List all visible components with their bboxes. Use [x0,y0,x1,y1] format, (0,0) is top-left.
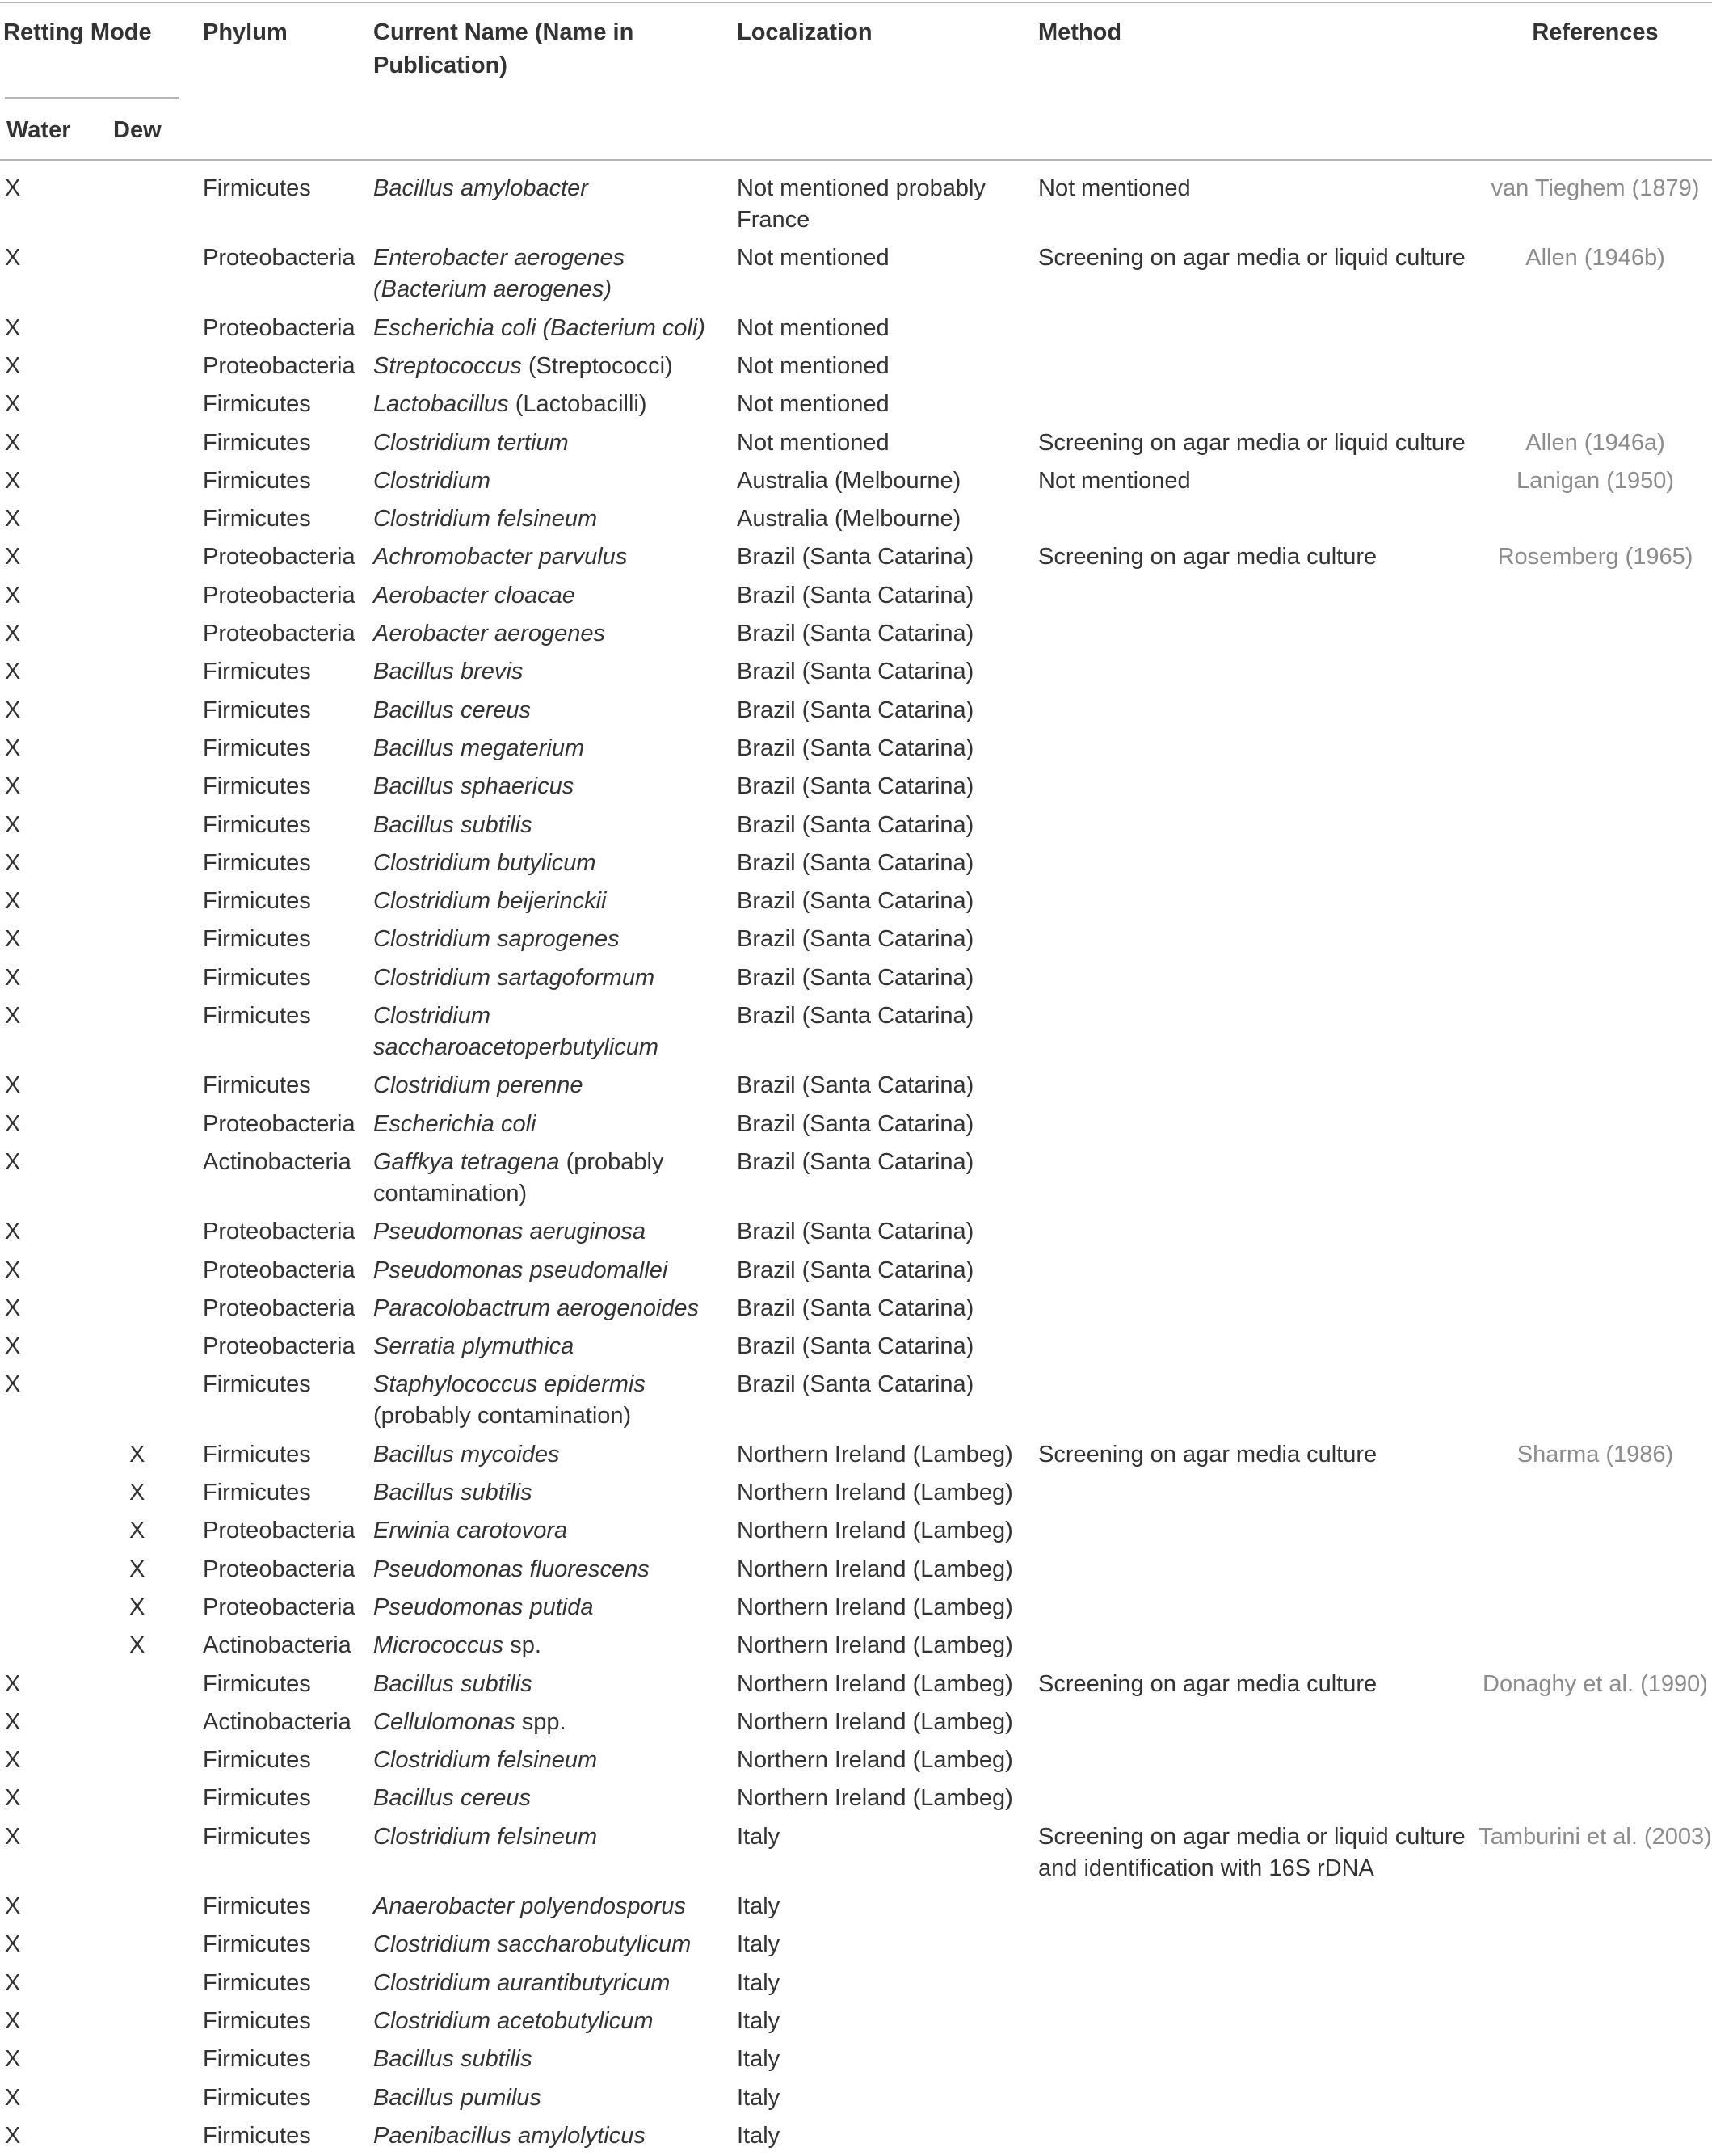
phylum-cell: Actinobacteria [203,1632,351,1659]
species-name-cell [373,242,721,305]
dew-cell: X [129,1556,145,1582]
reference-cell: Rosemberg (1965) [1497,544,1693,571]
dew-cell: X [129,1594,145,1620]
species-name-italic: Erwinia carotovora [373,1518,568,1544]
phylum-cell: Firmicutes [203,2007,311,2034]
species-name-italic: Paracolobactrum aerogenoides [373,1295,700,1321]
localization-cell: Italy [737,2046,780,2073]
water-cell: X [5,1148,21,1175]
species-name-cell [373,1554,721,1585]
phylum-cell: Firmicutes [203,391,311,418]
water-cell: X [5,1110,21,1137]
phylum-cell: Proteobacteria [203,1219,355,1245]
water-cell: X [5,1823,21,1850]
phylum-cell: Firmicutes [203,773,311,800]
phylum-cell: Firmicutes [203,888,311,915]
top-rule [0,2,1712,3]
header-references: References [1532,19,1659,45]
species-name-cell [373,173,721,204]
species-name-cell [373,810,721,841]
water-cell: X [5,1371,21,1398]
localization-cell: Brazil (Santa Catarina) [737,926,974,953]
phylum-cell: Firmicutes [203,1931,311,1958]
reference-cell: Donaghy et al. (1990) [1483,1670,1708,1697]
species-name-italic: Bacillus cereus [373,697,532,723]
phylum-cell: Proteobacteria [203,352,355,379]
localization-cell: Brazil (Santa Catarina) [737,1003,974,1029]
phylum-cell: Proteobacteria [203,1556,355,1582]
water-cell: X [5,1670,21,1697]
localization-cell: Brazil (Santa Catarina) [737,1110,974,1137]
reference-cell: Lanigan (1950) [1516,467,1675,494]
species-name-italic: Staphylococcus epidermis [373,1371,646,1398]
species-name-cell [373,2044,721,2075]
localization-cell: Not mentioned [737,429,890,456]
water-cell: X [5,659,21,685]
water-cell: X [5,506,21,533]
retting-mode-rule [5,97,179,99]
species-name-italic: Clostridium sartagoformum [373,964,655,991]
species-name-italic: Achromobacter parvulus [373,544,628,571]
species-name-cell [373,1369,721,1432]
water-cell: X [5,1708,21,1735]
phylum-cell: Firmicutes [203,467,311,494]
water-cell: X [5,1333,21,1360]
species-name-cell [373,1929,721,1960]
species-name-italic: Cellulomonas [373,1708,515,1735]
phylum-cell: Firmicutes [203,1747,311,1774]
localization-cell: Not mentioned [737,352,890,379]
species-name-cell [373,848,721,879]
species-name-cell [373,541,721,573]
method-cell: Screening on agar media or liquid culture and identification with 16S rDNA [1038,1823,1466,1881]
dew-cell: X [129,1441,145,1468]
dew-cell: X [129,1480,145,1505]
phylum-cell: Firmicutes [203,1893,311,1919]
species-name-cell [373,1745,721,1776]
phylum-cell: Firmicutes [203,429,311,456]
species-name-note: (Streptococci) [521,352,673,379]
localization-cell: Northern Ireland (Lambeg) [737,1594,1013,1620]
localization-cell: Not mentioned [737,245,890,272]
species-name-cell [373,2006,721,2037]
reference-cell: van Tieghem (1879) [1491,175,1700,201]
species-name-italic: Anaerobacter polyendosporus [373,1893,686,1919]
header-water: Water [6,117,71,143]
species-name-italic: Aerobacter aerogenes [373,621,605,646]
species-name-italic: Enterobacter aerogenes (Bacterium aerogenes) [373,245,625,303]
phylum-cell: Proteobacteria [203,1333,355,1360]
species-name-cell [373,1439,721,1471]
water-cell: X [5,2046,21,2073]
species-name-italic: Paenibacillus amylolyticus [373,2122,646,2149]
localization-cell: Italy [737,2122,780,2149]
water-cell: X [5,773,21,800]
species-name-cell [373,1515,721,1547]
localization-cell: Northern Ireland (Lambeg) [737,1785,1013,1812]
species-name-cell [373,962,721,994]
localization-cell: Brazil (Santa Catarina) [737,811,974,838]
method-cell: Screening on agar media culture [1038,1670,1378,1697]
localization-cell: Italy [737,2007,780,2034]
water-cell: X [5,811,21,838]
species-name-italic: Clostridium butylicum [373,849,596,876]
localization-cell: Northern Ireland (Lambeg) [737,1556,1013,1582]
localization-cell: Italy [737,1823,780,1850]
species-name-cell [373,1331,721,1362]
localization-cell: Not mentioned [737,391,890,418]
localization-cell: Italy [737,1931,780,1958]
species-name-italic: Bacillus amylobacter [373,175,588,201]
species-name-cell [373,771,721,802]
species-name-italic: Pseudomonas pseudomallei [373,1257,668,1283]
water-cell: X [5,1969,21,1996]
water-cell: X [5,1747,21,1774]
species-name-cell [373,1783,721,1814]
localization-cell: Brazil (Santa Catarina) [737,849,974,876]
water-cell: X [5,1257,21,1283]
phylum-cell: Firmicutes [203,964,311,991]
method-cell: Screening on agar media culture [1038,544,1378,571]
species-name-italic: Serratia plymuthica [373,1333,574,1360]
localization-cell: Brazil (Santa Catarina) [737,544,974,571]
water-cell: X [5,352,21,379]
phylum-cell: Proteobacteria [203,314,355,341]
species-name-italic: Clostridium acetobutylicum [373,2007,654,2034]
localization-cell: Brazil (Santa Catarina) [737,1295,974,1321]
localization-cell: Brazil (Santa Catarina) [737,1257,974,1283]
species-name-italic: Lactobacillus [373,391,509,418]
localization-cell: Brazil (Santa Catarina) [737,1219,974,1245]
species-name-cell [373,695,721,726]
water-cell: X [5,926,21,953]
reference-cell: Allen (1946b) [1525,245,1665,272]
water-cell: X [5,1893,21,1919]
water-cell: X [5,697,21,723]
species-name-cell [373,389,721,420]
header-dew: Dew [113,117,162,143]
species-name-italic: Bacillus mycoides [373,1441,560,1468]
species-name-note: sp. [503,1632,541,1659]
species-name-cell [373,1630,721,1661]
localization-cell: Northern Ireland (Lambeg) [737,1480,1013,1505]
water-cell: X [5,175,21,201]
species-name-italic: Pseudomonas aeruginosa [373,1219,646,1245]
species-name-italic: Bacillus subtilis [373,2046,532,2073]
dew-cell: X [129,1632,145,1659]
species-name-italic: Bacillus subtilis [373,811,532,838]
phylum-cell: Proteobacteria [203,544,355,571]
localization-cell: Brazil (Santa Catarina) [737,1072,974,1099]
header-bottom-rule [0,159,1712,161]
species-name-note: (probably contamination) [373,1148,664,1206]
localization-cell: Italy [737,2084,780,2111]
localization-cell: Northern Ireland (Lambeg) [737,1708,1013,1735]
species-name-cell [373,1968,721,1999]
water-cell: X [5,467,21,494]
phylum-cell: Firmicutes [203,1371,311,1398]
species-name-cell [373,1109,721,1140]
species-name-italic: Bacillus subtilis [373,1480,532,1505]
localization-cell: Italy [737,1969,780,1996]
localization-cell: Brazil (Santa Catarina) [737,1148,974,1175]
water-cell: X [5,964,21,991]
localization-cell: Not mentioned probably France [737,175,986,233]
water-cell: X [5,1785,21,1812]
phylum-cell: Firmicutes [203,2046,311,2073]
species-name-italic: Clostridium felsineum [373,1823,598,1850]
phylum-cell: Firmicutes [203,1072,311,1099]
species-name-italic: Clostridium tertium [373,429,569,456]
phylum-cell: Firmicutes [203,1823,311,1850]
water-cell: X [5,888,21,915]
localization-cell: Northern Ireland (Lambeg) [737,1441,1013,1468]
species-name-cell [373,1293,721,1324]
header-retting-mode: Retting Mode [3,19,152,45]
water-cell: X [5,1219,21,1245]
phylum-cell: Proteobacteria [203,1110,355,1137]
species-name-cell [373,924,721,955]
species-name-italic: Escherichia coli (Bacterium coli) [373,314,705,341]
method-cell: Screening on agar media or liquid culture [1038,245,1466,272]
species-name-italic: Bacillus cereus [373,1785,532,1812]
localization-cell: Brazil (Santa Catarina) [737,697,974,723]
header-phylum: Phylum [203,19,288,45]
water-cell: X [5,1003,21,1029]
phylum-cell: Firmicutes [203,849,311,876]
species-name-cell [373,1891,721,1922]
water-cell: X [5,2007,21,2034]
phylum-cell: Proteobacteria [203,1295,355,1321]
species-name-note: (Lactobacilli) [508,391,647,418]
species-name-italic: Clostridium [373,467,491,494]
phylum-cell: Firmicutes [203,1003,311,1029]
species-name-cell [373,1477,721,1509]
species-name-italic: Bacillus pumilus [373,2084,541,2111]
species-name-cell [373,313,721,344]
water-cell: X [5,2122,21,2149]
phylum-cell: Proteobacteria [203,1594,355,1620]
phylum-cell: Firmicutes [203,2084,311,2111]
species-name-italic: Clostridium felsineum [373,1747,598,1774]
header-localization: Localization [737,19,873,45]
species-name-cell [373,733,721,764]
species-name-italic: Clostridium saccharoacetoperbutylicum [373,1003,659,1060]
header-current-name: Current Name (Name in Publication) [373,19,634,78]
species-name-cell [373,1147,721,1210]
phylum-cell: Firmicutes [203,1969,311,1996]
method-cell: Not mentioned [1038,467,1191,494]
species-name-italic: Pseudomonas fluorescens [373,1556,650,1582]
species-name-cell [373,351,721,382]
species-name-note: spp. [515,1708,566,1735]
species-name-italic: Micrococcus [373,1632,504,1659]
localization-cell: Italy [737,1893,780,1919]
phylum-cell: Firmicutes [203,1480,311,1505]
localization-cell: Brazil (Santa Catarina) [737,659,974,685]
species-name-note: (probably contamination) [373,1403,632,1430]
water-cell: X [5,582,21,608]
header-method: Method [1038,19,1122,45]
species-name-cell [373,465,721,497]
phylum-cell: Firmicutes [203,2122,311,2149]
phylum-cell: Firmicutes [203,697,311,723]
localization-cell: Northern Ireland (Lambeg) [737,1632,1013,1659]
water-cell: X [5,314,21,341]
reference-cell: Sharma (1986) [1516,1441,1674,1468]
phylum-cell: Firmicutes [203,506,311,533]
phylum-cell: Proteobacteria [203,582,355,608]
species-name-italic: Escherichia coli [373,1110,536,1137]
localization-cell: Brazil (Santa Catarina) [737,888,974,915]
method-cell: Screening on agar media or liquid culture [1038,429,1466,456]
water-cell: X [5,1072,21,1099]
localization-cell: Brazil (Santa Catarina) [737,735,974,761]
water-cell: X [5,391,21,418]
localization-cell: Not mentioned [737,314,890,341]
species-name-italic: Bacillus sphaericus [373,773,574,800]
species-name-cell [373,1216,721,1248]
localization-cell: Australia (Melbourne) [737,506,961,533]
species-name-italic: Pseudomonas putida [373,1594,594,1620]
species-name-cell [373,503,721,535]
species-name-cell [373,427,721,459]
phylum-cell: Firmicutes [203,1785,311,1812]
localization-cell: Brazil (Santa Catarina) [737,621,974,646]
species-name-italic: Clostridium aurantibutyricum [373,1969,671,1996]
localization-cell: Brazil (Santa Catarina) [737,964,974,991]
method-cell: Not mentioned [1038,175,1191,201]
phylum-cell: Firmicutes [203,735,311,761]
water-cell: X [5,849,21,876]
phylum-cell: Proteobacteria [203,245,355,272]
species-name-italic: Clostridium felsineum [373,506,598,533]
species-name-italic: Streptococcus [373,352,522,379]
species-name-italic: Aerobacter cloacae [373,582,575,608]
water-cell: X [5,429,21,456]
species-name-cell [373,1070,721,1101]
species-name-cell [373,2120,721,2152]
dew-cell: X [129,1518,145,1544]
species-name-cell [373,1592,721,1623]
reference-cell: Allen (1946a) [1525,429,1665,456]
localization-cell: Brazil (Santa Catarina) [737,1371,974,1398]
species-name-cell [373,886,721,917]
species-name-italic: Bacillus megaterium [373,735,585,761]
localization-cell: Brazil (Santa Catarina) [737,1333,974,1360]
phylum-cell: Firmicutes [203,1670,311,1697]
localization-cell: Brazil (Santa Catarina) [737,773,974,800]
phylum-cell: Firmicutes [203,659,311,685]
method-cell: Screening on agar media culture [1038,1441,1378,1468]
reference-cell: Tamburini et al. (2003) [1479,1823,1712,1850]
phylum-cell: Proteobacteria [203,621,355,646]
species-name-italic: Clostridium beijerinckii [373,888,607,915]
water-cell: X [5,735,21,761]
species-name-italic: Clostridium saprogenes [373,926,620,953]
species-name-cell [373,1707,721,1738]
species-name-cell [373,1255,721,1286]
species-name-cell [373,2082,721,2114]
localization-cell: Northern Ireland (Lambeg) [737,1518,1013,1544]
species-name-cell [373,656,721,688]
species-name-italic: Bacillus subtilis [373,1670,532,1697]
species-name-cell [373,1000,721,1063]
phylum-cell: Proteobacteria [203,1257,355,1283]
water-cell: X [5,1295,21,1321]
water-cell: X [5,621,21,646]
species-name-italic: Gaffkya tetragena [373,1148,560,1175]
species-name-italic: Bacillus brevis [373,659,524,685]
localization-cell: Northern Ireland (Lambeg) [737,1670,1013,1697]
species-name-cell [373,1821,721,1853]
phylum-cell: Firmicutes [203,1441,311,1468]
species-name-italic: Clostridium saccharobutylicum [373,1931,692,1958]
phylum-cell: Actinobacteria [203,1148,351,1175]
species-name-italic: Clostridium perenne [373,1072,583,1099]
localization-cell: Australia (Melbourne) [737,467,961,494]
phylum-cell: Firmicutes [203,175,311,201]
phylum-cell: Firmicutes [203,926,311,953]
localization-cell: Brazil (Santa Catarina) [737,582,974,608]
species-name-cell [373,580,721,612]
localization-cell: Northern Ireland (Lambeg) [737,1747,1013,1774]
water-cell: X [5,245,21,272]
water-cell: X [5,1931,21,1958]
phylum-cell: Actinobacteria [203,1708,351,1735]
phylum-cell: Proteobacteria [203,1518,355,1544]
species-name-cell [373,1669,721,1700]
water-cell: X [5,2084,21,2111]
water-cell: X [5,544,21,571]
species-name-cell [373,618,721,650]
phylum-cell: Firmicutes [203,811,311,838]
